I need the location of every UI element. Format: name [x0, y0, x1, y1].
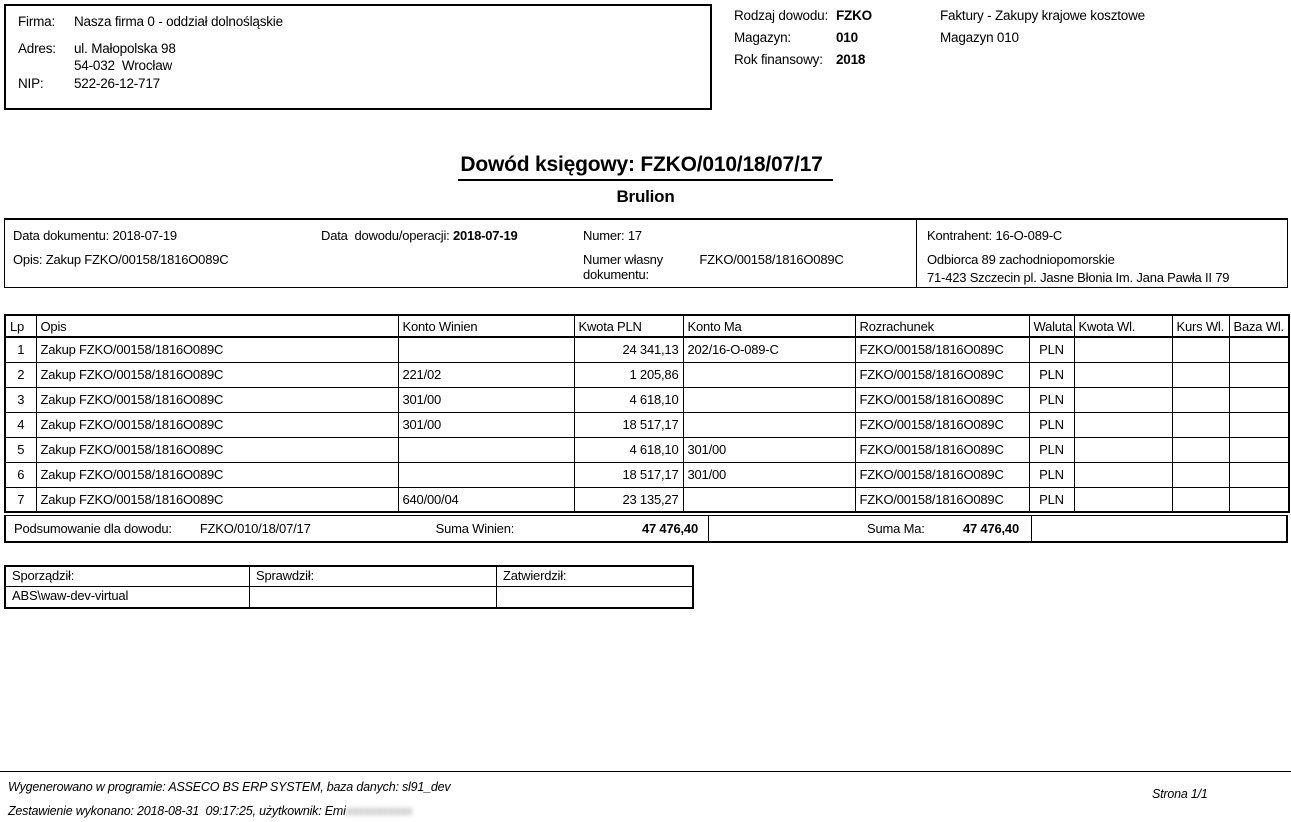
page-subtitle: Brulion [616, 187, 675, 206]
col-kurs-wl: Kurs Wl. [1172, 315, 1229, 337]
redacted-username: xxxxxxxxxxx [345, 804, 413, 818]
cell-opis: Zakup FZKO/00158/1816O089C [36, 487, 398, 512]
company-firma-value: Nasza firma 0 - oddział dolnośląskie [74, 14, 283, 29]
cell-waluta: PLN [1029, 387, 1074, 412]
cell-baza-wl [1229, 412, 1289, 437]
cell-kurs-wl [1172, 387, 1229, 412]
cell-kurs-wl [1172, 437, 1229, 462]
kontrahent: Kontrahent: 16-O-089-C [927, 228, 1063, 243]
col-rozrachunek: Rozrachunek [855, 315, 1029, 337]
cell-konto-winien: 301/00 [398, 412, 574, 437]
cell-waluta: PLN [1029, 412, 1074, 437]
company-adres-label: Adres: [18, 41, 56, 56]
rok-finansowy-label: Rok finansowy: [734, 52, 823, 67]
ledger-table [4, 314, 1290, 513]
numer-wlasny: Numer własny dokumentu: FZKO/00158/1816O089C [583, 252, 844, 282]
cell-opis: Zakup FZKO/00158/1816O089C [36, 412, 398, 437]
table-row [5, 462, 1289, 487]
cell-rozrachunek: FZKO/00158/1816O089C [855, 337, 1029, 362]
cell-kwota-pln: 1 205,86 [574, 362, 683, 387]
company-adres-line2: 54-032 Wrocław [74, 58, 173, 73]
cell-opis: Zakup FZKO/00158/1816O089C [36, 337, 398, 362]
cell-konto-winien: 640/00/04 [398, 487, 574, 512]
cell-konto-ma: 301/00 [683, 462, 855, 487]
cell-rozrachunek: FZKO/00158/1816O089C [855, 412, 1029, 437]
doc-meta [734, 8, 1145, 74]
cell-rozrachunek: FZKO/00158/1816O089C [855, 362, 1029, 387]
suma-ma-label: Suma Ma: [867, 521, 925, 536]
cell-konto-ma [683, 387, 855, 412]
cell-baza-wl [1229, 387, 1289, 412]
cell-opis: Zakup FZKO/00158/1816O089C [36, 437, 398, 462]
cell-lp: 5 [5, 437, 36, 462]
cell-kwota-pln: 18 517,17 [574, 462, 683, 487]
document-info-box [4, 218, 1288, 288]
cell-lp: 4 [5, 412, 36, 437]
cell-waluta: PLN [1029, 462, 1074, 487]
footer-executed [8, 804, 412, 818]
sporzadzil-value: ABS\waw-dev-virtual [6, 587, 250, 607]
cell-opis: Zakup FZKO/00158/1816O089C [36, 462, 398, 487]
magazyn-label: Magazyn: [734, 30, 791, 45]
page-number: Strona 1/1 [1152, 787, 1208, 801]
signatures-labels-row [6, 567, 692, 587]
cell-waluta: PLN [1029, 337, 1074, 362]
cell-kwota-wl [1074, 462, 1172, 487]
cell-rozrachunek: FZKO/00158/1816O089C [855, 387, 1029, 412]
cell-kwota-pln: 18 517,17 [574, 412, 683, 437]
table-row [5, 412, 1289, 437]
signatures-table [4, 565, 694, 609]
table-row [5, 362, 1289, 387]
cell-kurs-wl [1172, 412, 1229, 437]
cell-kurs-wl [1172, 462, 1229, 487]
col-waluta: Waluta [1029, 315, 1074, 337]
cell-kwota-wl [1074, 337, 1172, 362]
col-kwota-pln: Kwota PLN [574, 315, 683, 337]
zatwierdzil-value [497, 587, 692, 607]
cell-opis: Zakup FZKO/00158/1816O089C [36, 362, 398, 387]
rodzaj-dowodu-label: Rodzaj dowodu: [734, 8, 829, 23]
summary-label: Podsumowanie dla dowodu: [14, 521, 172, 536]
cell-rozrachunek: FZKO/00158/1816O089C [855, 437, 1029, 462]
summary-row [4, 515, 1288, 543]
ledger-table-body [5, 337, 1289, 512]
numer: Numer: 17 [583, 228, 642, 243]
cell-kurs-wl [1172, 487, 1229, 512]
sprawdzil-label: Sprawdził: [250, 567, 497, 587]
cell-konto-ma: 301/00 [683, 437, 855, 462]
cell-kwota-wl [1074, 387, 1172, 412]
cell-kwota-wl [1074, 412, 1172, 437]
suma-ma-value: 47 476,40 [962, 521, 1019, 536]
cell-konto-winien [398, 437, 574, 462]
cell-konto-winien: 221/02 [398, 362, 574, 387]
summary-ma-cell [709, 516, 1032, 541]
footer-executed-text: Zestawienie wykonano: 2018-08-31 09:17:25, użytkownik: Emi [8, 804, 346, 818]
cell-lp: 2 [5, 362, 36, 387]
suma-winien-value: 47 476,40 [641, 521, 698, 536]
sprawdzil-value [250, 587, 497, 607]
company-nip-value: 522-26-12-717 [74, 76, 160, 91]
cell-kwota-pln: 4 618,10 [574, 387, 683, 412]
signatures-values-row [6, 587, 692, 607]
footer-divider [0, 771, 1291, 772]
rok-finansowy-value: 2018 [836, 52, 866, 67]
info-box-divider [916, 220, 917, 287]
cell-baza-wl [1229, 362, 1289, 387]
cell-konto-ma: 202/16-O-089-C [683, 337, 855, 362]
cell-konto-winien [398, 462, 574, 487]
cell-konto-ma [683, 362, 855, 387]
cell-kwota-pln: 4 618,10 [574, 437, 683, 462]
col-konto-winien: Konto Winien [398, 315, 574, 337]
summary-winien-cell [6, 516, 709, 541]
cell-waluta: PLN [1029, 487, 1074, 512]
table-row [5, 437, 1289, 462]
cell-lp: 3 [5, 387, 36, 412]
table-row [5, 337, 1289, 362]
cell-kurs-wl [1172, 362, 1229, 387]
summary-doc-number: FZKO/010/18/07/17 [199, 521, 311, 536]
data-dokumentu: Data dokumentu: 2018-07-19 [13, 228, 177, 243]
magazyn-desc: Magazyn 010 [940, 30, 1019, 45]
cell-konto-winien [398, 337, 574, 362]
col-baza-wl: Baza Wl. [1229, 315, 1289, 337]
sporzadzil-label: Sporządził: [6, 567, 250, 587]
cell-konto-ma [683, 487, 855, 512]
kontrahent-address: 71-423 Szczecin pl. Jasne Błonia Im. Jana Pawła II 79 [927, 270, 1230, 285]
cell-opis: Zakup FZKO/00158/1816O089C [36, 387, 398, 412]
doc-meta-row-rodzaj [734, 8, 1145, 23]
summary-empty-cell [1032, 516, 1286, 541]
data-dowodu-operacji: Data dowodu/operacji: 2018-07-19 [321, 228, 518, 243]
doc-meta-row-magazyn [734, 30, 1145, 45]
company-firma-label: Firma: [18, 14, 56, 29]
cell-kurs-wl [1172, 337, 1229, 362]
table-row [5, 387, 1289, 412]
cell-konto-winien: 301/00 [398, 387, 574, 412]
cell-lp: 1 [5, 337, 36, 362]
opis: Opis: Zakup FZKO/00158/1816O089C [13, 252, 229, 267]
cell-baza-wl [1229, 487, 1289, 512]
cell-lp: 6 [5, 462, 36, 487]
footer-generated: Wygenerowano w programie: ASSECO BS ERP SYSTEM, baza danych: sl91_dev [8, 780, 451, 794]
title-block [0, 153, 1291, 207]
kontrahent-name: Odbiorca 89 zachodniopomorskie [927, 252, 1115, 267]
cell-konto-ma [683, 412, 855, 437]
company-adres-line1: ul. Małopolska 98 [74, 41, 176, 56]
ledger-table-wrap [4, 314, 1288, 513]
cell-rozrachunek: FZKO/00158/1816O089C [855, 487, 1029, 512]
table-row [5, 487, 1289, 512]
page-title: Dowód księgowy: FZKO/010/18/07/17 [458, 153, 832, 181]
cell-kwota-pln: 24 341,13 [574, 337, 683, 362]
rodzaj-dowodu-value: FZKO [836, 8, 872, 23]
company-box [4, 4, 712, 110]
zatwierdzil-label: Zatwierdził: [497, 567, 692, 587]
col-konto-ma: Konto Ma [683, 315, 855, 337]
cell-waluta: PLN [1029, 362, 1074, 387]
cell-kwota-wl [1074, 437, 1172, 462]
ledger-header-row [5, 315, 1289, 337]
col-kwota-wl: Kwota Wl. [1074, 315, 1172, 337]
cell-rozrachunek: FZKO/00158/1816O089C [855, 462, 1029, 487]
cell-kwota-wl [1074, 362, 1172, 387]
cell-lp: 7 [5, 487, 36, 512]
suma-winien-label: Suma Winien: [435, 521, 515, 536]
cell-baza-wl [1229, 462, 1289, 487]
col-opis: Opis [36, 315, 398, 337]
doc-meta-row-rok [734, 52, 1145, 67]
rodzaj-dowodu-desc: Faktury - Zakupy krajowe kosztowe [940, 8, 1145, 23]
cell-kwota-wl [1074, 487, 1172, 512]
cell-baza-wl [1229, 337, 1289, 362]
company-nip-label: NIP: [18, 76, 44, 91]
cell-waluta: PLN [1029, 437, 1074, 462]
cell-baza-wl [1229, 437, 1289, 462]
col-lp: Lp [5, 315, 36, 337]
cell-kwota-pln: 23 135,27 [574, 487, 683, 512]
magazyn-value: 010 [836, 30, 858, 45]
